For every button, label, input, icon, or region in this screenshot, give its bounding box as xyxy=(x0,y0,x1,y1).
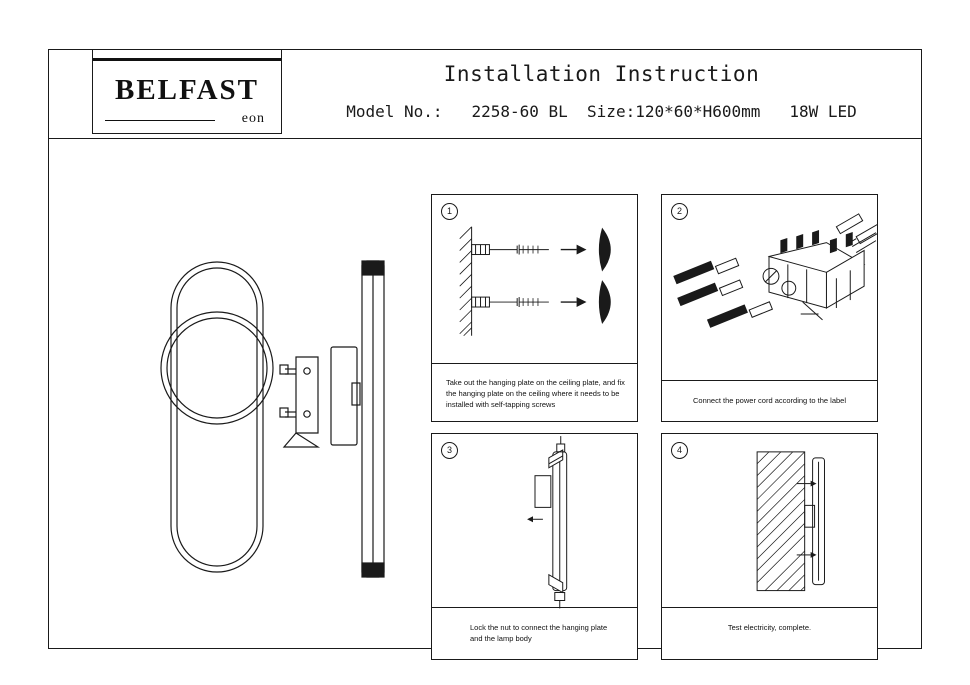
product-diagram-svg xyxy=(49,139,431,649)
step-panel-2 xyxy=(661,194,878,422)
step-1-divider xyxy=(432,363,637,364)
step-number-4: 4 xyxy=(671,442,688,459)
product-illustration xyxy=(49,139,431,649)
step-panel-3 xyxy=(431,433,638,660)
logo-top-rule xyxy=(93,58,281,61)
step-2-diagram xyxy=(662,195,877,421)
brand-logo xyxy=(92,50,282,134)
step-panel-4 xyxy=(661,433,878,660)
instruction-sheet xyxy=(48,49,922,649)
step-panel-1 xyxy=(431,194,638,422)
step-2-caption: Connect the power cord according to the label xyxy=(692,396,846,405)
step-2-divider xyxy=(662,380,877,381)
document-header xyxy=(49,50,921,139)
step-number-3: 3 xyxy=(441,442,458,459)
step-4-caption: Test electricity, complete. xyxy=(727,623,812,632)
logo-underline xyxy=(105,120,215,121)
brand-subname: eon xyxy=(241,111,265,126)
step-number-1: 1 xyxy=(441,203,458,220)
step-1-caption: Take out the hanging plate on the ceiling plate, and fix the hanging plate on the ceiling where it needs to be installed with self-tapping screws xyxy=(446,378,625,409)
step-number-2: 2 xyxy=(671,203,688,220)
brand-name: BELFAST xyxy=(114,74,259,106)
step-3-divider xyxy=(432,607,637,608)
product-spec-line: Model No.: 2258-60 BL Size:120*60*H600mm 18W LED xyxy=(346,102,857,121)
step-3-caption: Lock the nut to connect the hanging plate and the lamp body xyxy=(470,623,608,643)
step-4-divider xyxy=(662,607,877,608)
page-title: Installation Instruction xyxy=(443,62,760,86)
